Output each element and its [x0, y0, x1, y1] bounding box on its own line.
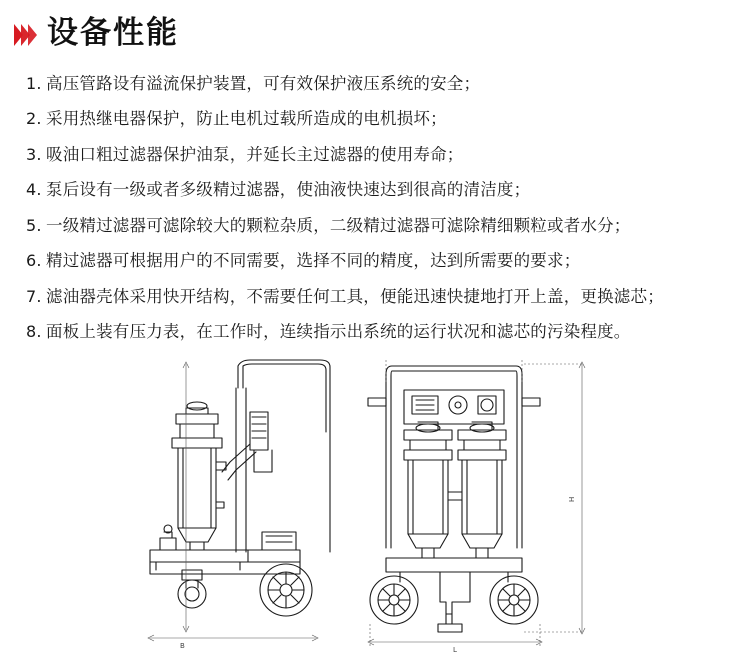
front-view-width-label: L: [453, 646, 457, 654]
list-item-number: 4.: [26, 180, 42, 199]
list-item-text: 滤油器壳体采用快开结构，不需要任何工具，便能迅速快捷地打开上盖，更换滤芯；: [46, 286, 664, 306]
list-item-number: 5.: [26, 215, 42, 235]
list-item-number: 3.: [26, 144, 42, 164]
list-item: [26, 208, 736, 244]
list-item-number: 6.: [26, 251, 42, 270]
list-item-number: 2.: [26, 109, 42, 128]
list-item-text: 一级精过滤器可滤除较大的颗粒杂质，二级精过滤器可滤除精细颗粒或者水分；: [46, 215, 631, 235]
front-view-height-label: H: [568, 496, 576, 502]
list-item-text: 泵后设有一级或者多级精过滤器，使油液快速达到很高的清洁度；: [46, 180, 531, 199]
list-item-text: 吸油口粗过滤器保护油泵，并延长主过滤器的使用寿命；: [46, 144, 464, 164]
page-header: [0, 0, 750, 52]
list-item-text: 精过滤器可根据用户的不同需要，选择不同的精度，达到所需要的要求；: [46, 251, 581, 270]
list-item-text: 面板上装有压力表，在工作时，连续指示出系统的运行状况和滤芯的污染程度。: [46, 322, 631, 341]
triple-chevron-icon: [14, 24, 35, 46]
side-view-width-label: B: [180, 642, 185, 650]
list-item-text: 高压管路设有溢流保护装置，可有效保护液压系统的安全；: [46, 73, 481, 93]
front-view: [368, 366, 540, 632]
filter-cart-technical-drawing: [0, 352, 750, 659]
feature-list: [0, 66, 750, 350]
list-item: [26, 315, 736, 351]
list-item: [26, 102, 736, 138]
list-item: [26, 279, 736, 315]
list-item-text: 采用热继电器保护，防止电机过载所造成的电机损坏；: [46, 109, 447, 128]
list-item-number: 8.: [26, 322, 42, 341]
list-item: [26, 137, 736, 173]
list-item-number: 7.: [26, 286, 42, 306]
list-item: [26, 244, 736, 280]
list-item: [26, 66, 736, 102]
dimension-lines: [148, 360, 585, 646]
side-view: [150, 360, 330, 616]
page-title: 设备性能: [47, 14, 179, 51]
list-item-number: 1.: [26, 73, 42, 93]
list-item: [26, 173, 736, 209]
